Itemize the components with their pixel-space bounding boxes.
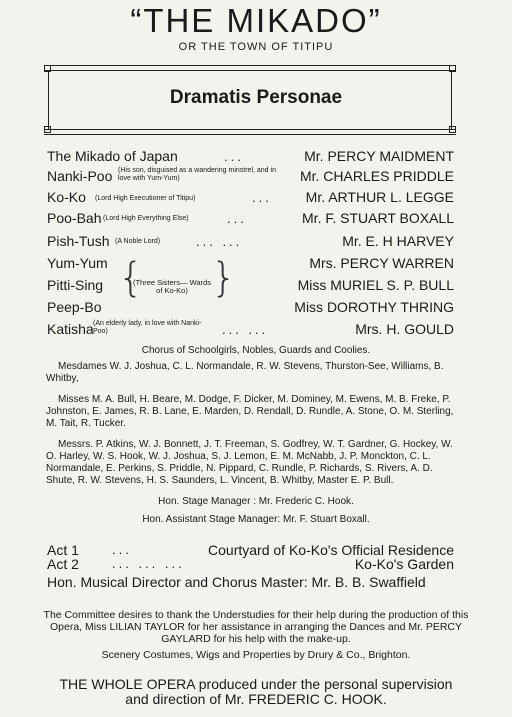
cast-role: Pish-Tush bbox=[47, 233, 110, 249]
frame-corner-ornament bbox=[44, 126, 51, 133]
cast-actor: Mr. ARTHUR L. LEGGE bbox=[305, 189, 454, 205]
cast-role: The Mikado of Japan bbox=[47, 148, 178, 164]
cast-role: Peep-Bo bbox=[47, 299, 102, 315]
leader-dots: ... ... ... bbox=[112, 556, 185, 571]
chorus-misses: Misses M. A. Bull, H. Beare, M. Dodge, F. Dicker, M. Dominey, M. Ewens, M. B. Freke, P. Johnston, E. James, R. B. Lane, E. Marden, D. Rendall, D. Rundle, A. Stone, O. M. Sterling, M. Tait, R. Tucker. bbox=[46, 394, 454, 429]
cast-actor: Mr. F. STUART BOXALL bbox=[302, 210, 454, 226]
frame-corner-ornament bbox=[44, 65, 51, 72]
leader-dots: ... bbox=[224, 149, 244, 164]
cast-actor: Mrs. H. GOULD bbox=[355, 321, 454, 337]
cast-actor: Mr. PERCY MAIDMENT bbox=[304, 148, 454, 164]
cast-role: Nanki-Poo bbox=[47, 168, 113, 184]
cast-actor: Mr. CHARLES PRIDDLE bbox=[299, 168, 454, 184]
act-label: Act 1 bbox=[47, 542, 79, 558]
cast-actor: Miss DOROTHY THRING bbox=[294, 299, 454, 315]
cast-role-note: (Three Sisters— Wards of Ko-Ko) bbox=[132, 278, 212, 295]
cast-role-note: (A Noble Lord) bbox=[115, 238, 161, 245]
stage-manager: Hon. Stage Manager : Mr. Frederic C. Hook. bbox=[158, 496, 354, 507]
thanks-paragraph: The Committee desires to thank the Understudies for their help during the production of this Opera, Miss LILIAN TAYLOR for her assistance in arranging the Dances and Mr. PERCY GAYLARD for his help with the make-up. bbox=[43, 609, 469, 645]
cast-role-note: (His son, disguised as a wandering minstrel, and in love with Yum-Yum) bbox=[118, 167, 276, 182]
chorus-heading: Chorus of Schoolgirls, Nobles, Guards and Coolies. bbox=[141, 345, 371, 356]
programme-title: “THE MIKADO” bbox=[130, 2, 382, 39]
cast-role: Pitti-Sing bbox=[47, 277, 104, 293]
left-brace-icon: { bbox=[118, 255, 144, 301]
cast-actor: Mr. E. H HARVEY bbox=[342, 233, 454, 249]
leader-dots: ... bbox=[252, 190, 272, 205]
leader-dots: ... ... bbox=[222, 322, 269, 337]
act-setting: Courtyard of Ko-Ko's Official Residence bbox=[208, 542, 454, 558]
cast-role: Poo-Bah bbox=[47, 210, 102, 226]
chorus-messrs: Messrs. P. Atkins, W. J. Bonnett, J. T. Freeman, S. Godfrey, W. T. Gardner, G. Hockey, W. O. Harley, W. S. Hook, W. J. Joshua, S. J. Lemon, E. M. McNabb, J. P. Monckton, C. L. Normandale, E. Perkins, S. Priddle, N. Pippard, C. Rundle, P. Richards, S. Rivers, A. D. Shute, R. W. Stevens, H. S. Saunders, L. Vincent, B. Whitby, Master E. P. Bull. bbox=[46, 439, 453, 486]
cast-role: Katisha bbox=[47, 321, 94, 337]
right-brace-icon: } bbox=[211, 255, 237, 301]
heading-frame-top-rule bbox=[44, 65, 456, 71]
programme-subtitle: OR THE TOWN OF TITIPU bbox=[178, 41, 334, 53]
frame-corner-ornament bbox=[449, 65, 456, 72]
act-setting: Ko-Ko's Garden bbox=[354, 556, 454, 572]
leader-dots: ... ... bbox=[196, 234, 243, 249]
music-director: Hon. Musical Director and Chorus Master: Mr. B. B. Swaffield bbox=[47, 574, 426, 590]
heading-frame-bottom-rule bbox=[44, 129, 456, 135]
dramatis-personae-heading: Dramatis Personae bbox=[169, 87, 343, 108]
assistant-stage-manager: Hon. Assistant Stage Manager: Mr. F. Stuart Boxall. bbox=[142, 514, 370, 525]
cast-actor: Miss MURIEL S. P. BULL bbox=[297, 277, 454, 293]
cast-role: Yum-Yum bbox=[47, 255, 108, 271]
act-label: Act 2 bbox=[47, 556, 79, 572]
cast-role-note: (Lord High Everything Else) bbox=[103, 215, 189, 222]
leader-dots: ... bbox=[227, 211, 247, 226]
chorus-mesdames: Mesdames W. J. Joshua, C. L. Normandale, R. W. Stevens, Thurston-See, Williams, B. Whitby, bbox=[46, 361, 444, 384]
cast-role-note: (An elderly lady, in love with Nanki-Poo) bbox=[93, 320, 202, 335]
cast-role: Ko-Ko bbox=[47, 189, 86, 205]
frame-corner-ornament bbox=[449, 126, 456, 133]
scenery-credit: Scenery Costumes, Wigs and Properties by Drury & Co., Brighton. bbox=[101, 649, 411, 661]
cast-actor: Mrs. PERCY WARREN bbox=[309, 255, 454, 271]
leader-dots: ... bbox=[112, 542, 132, 557]
cast-role-note: (Lord High Executioner of Titipu) bbox=[95, 195, 196, 202]
production-credit: THE WHOLE OPERA produced under the personal supervision and direction of Mr. FREDERIC C. HOOK. bbox=[59, 676, 453, 707]
